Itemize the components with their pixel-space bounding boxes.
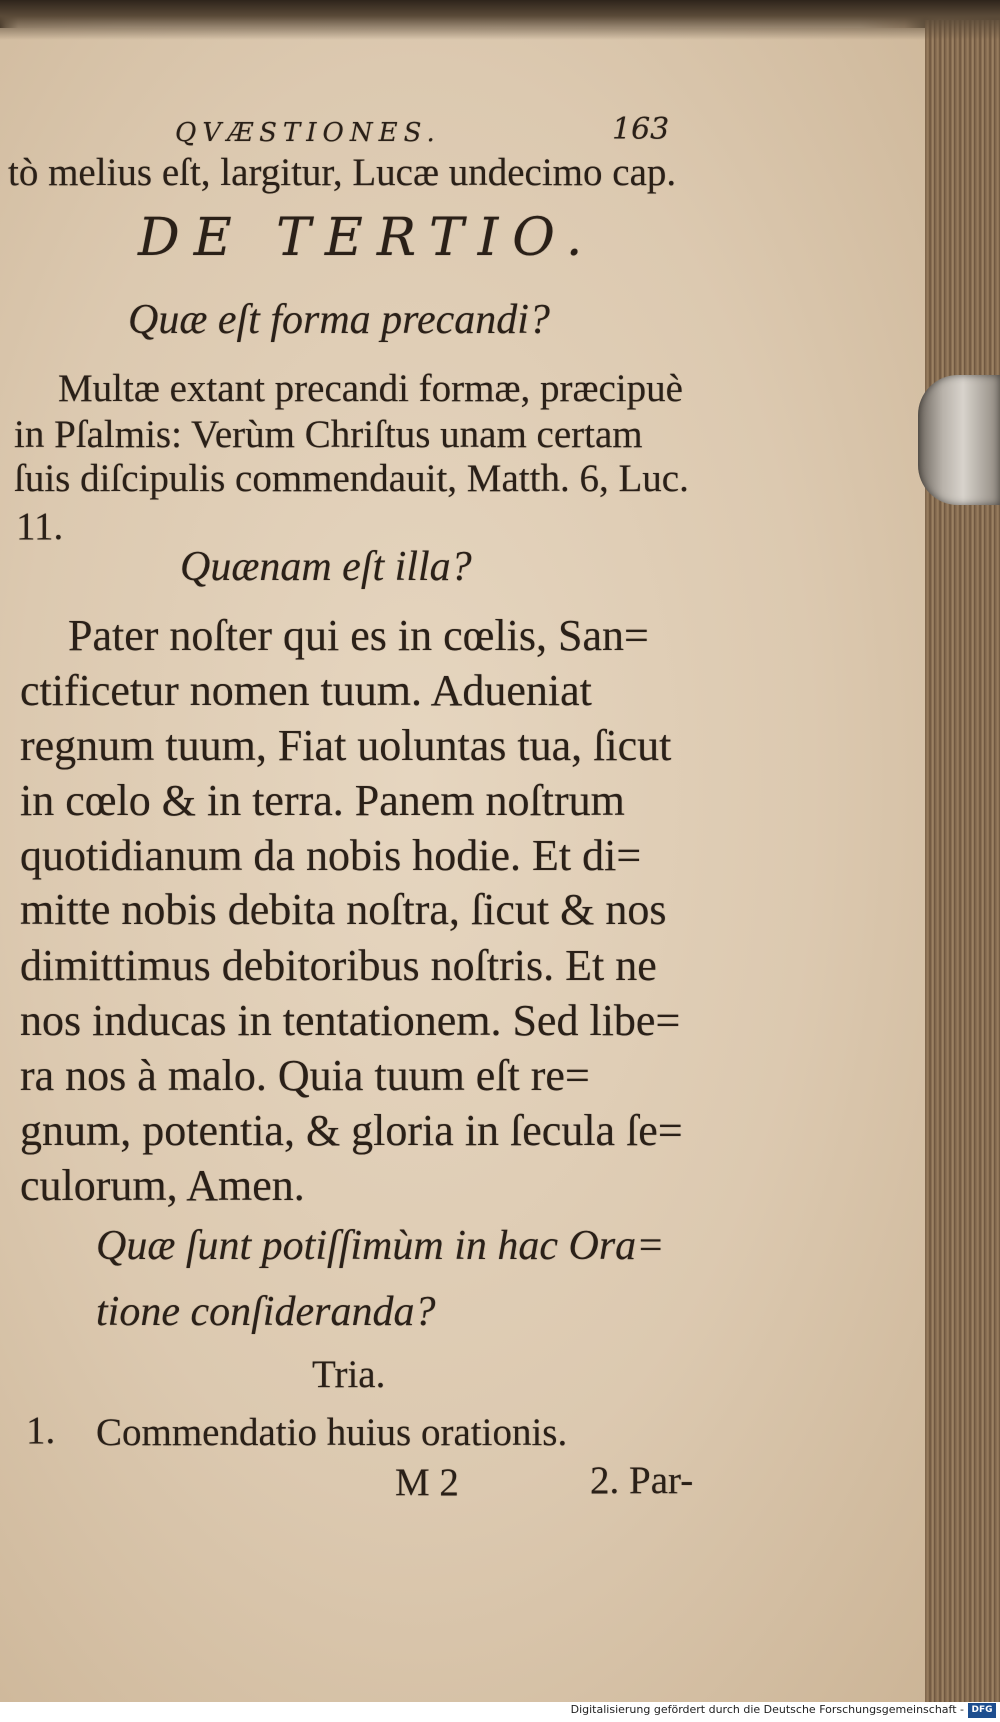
list-item: Commendatio huius orationis. — [96, 1411, 568, 1454]
question-heading: Quæ ſunt potiſſimùm in hac Ora= — [96, 1223, 665, 1269]
text-line: Multæ extant precandi formæ, præcipuè — [58, 367, 683, 410]
list-number: 1. — [26, 1409, 56, 1452]
text-line: Tria. — [312, 1353, 386, 1396]
text-line: nos inducas in tentationem. Sed libe= — [20, 996, 681, 1045]
text-line: quotidianum da nobis hodie. Et di= — [20, 831, 642, 880]
text-line: ſuis diſcipulis commendauit, Matth. 6, Luc. — [14, 457, 689, 500]
text-line: mitte nobis debita noſtra, ſicut & nos — [20, 885, 667, 934]
text-line: dimittimus debitoribus noſtris. Et ne — [20, 941, 657, 990]
catchword: 2. Par- — [590, 1459, 694, 1502]
text-line: Pater noſter qui es in cœlis, San= — [68, 611, 649, 660]
text-line: ctificetur nomen tuum. Adueniat — [20, 666, 592, 715]
text-line: ra nos à malo. Quia tuum eſt re= — [20, 1051, 590, 1100]
footer-credit: Digitalisierung gefördert durch die Deutsche Forschungsgemeinschaft - — [570, 1703, 964, 1716]
text-line: in cœlo & in terra. Panem noſtrum — [20, 776, 625, 825]
dfg-logo: DFG — [968, 1703, 996, 1718]
book-edge — [925, 20, 1000, 1702]
book-clamp — [918, 375, 1000, 505]
page-number: 163 — [612, 112, 670, 147]
question-heading: tione conſideranda? — [96, 1289, 436, 1335]
text-line: 11. — [16, 505, 64, 548]
signature-mark: M 2 — [395, 1461, 459, 1504]
section-heading: DE TERTIO. — [138, 208, 597, 268]
question-heading: Quæ eſt forma precandi? — [128, 297, 550, 343]
top-shadow — [0, 0, 1000, 40]
text-line: gnum, potentia, & gloria in ſecula ſe= — [20, 1106, 683, 1155]
text-line: culorum, Amen. — [20, 1161, 305, 1210]
text-line: tò melius eſt, largitur, Lucæ undecimo cap. — [8, 151, 677, 194]
running-head: QVÆSTIONES. — [175, 118, 441, 148]
text-line: in Pſalmis: Verùm Chriſtus unam certam — [14, 413, 643, 456]
text-line: regnum tuum, Fiat uoluntas tua, ſicut — [20, 721, 672, 770]
question-heading: Quænam eſt illa? — [180, 544, 472, 590]
